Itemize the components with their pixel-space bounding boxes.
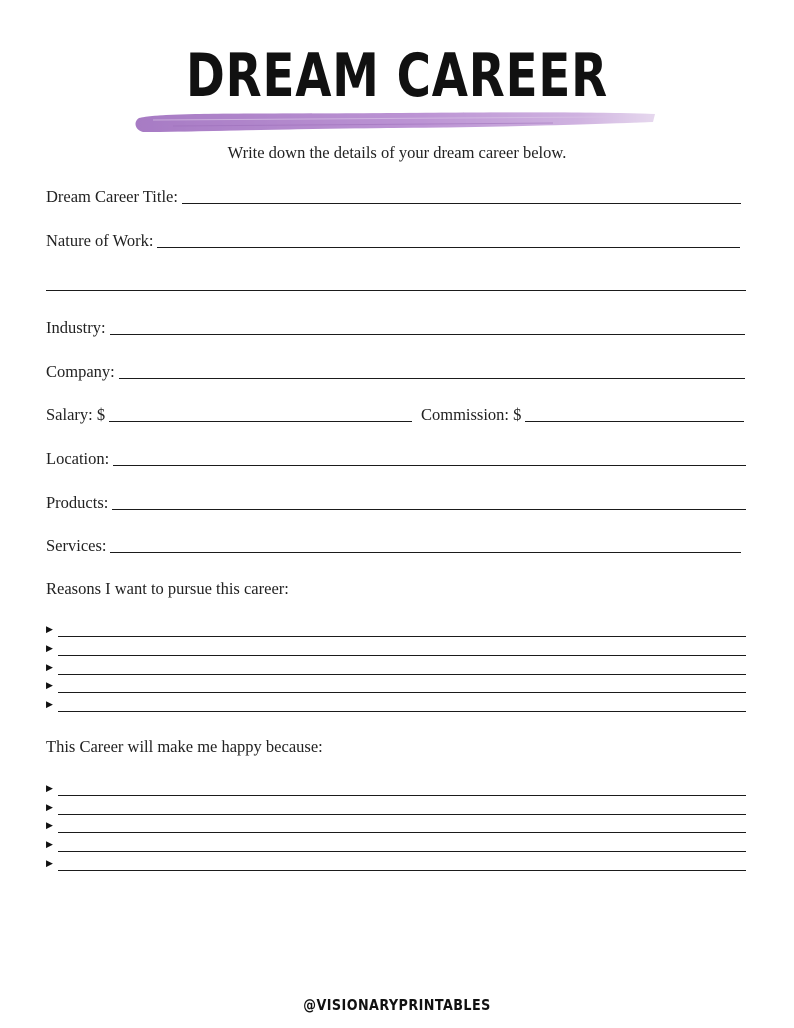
dream-career-title-row [46, 183, 741, 207]
services-field[interactable] [110, 534, 741, 553]
happy-line-4 [46, 838, 746, 852]
reasons-field-1[interactable] [58, 626, 746, 637]
triangle-right-icon: ▶ [46, 784, 53, 794]
dream-career-title-field[interactable] [182, 185, 741, 204]
reasons-line-3 [46, 661, 746, 675]
location-field[interactable] [113, 447, 746, 466]
dream-career-title-label: Dream Career Title: [46, 187, 178, 206]
company-row [46, 358, 745, 382]
happy-heading: This Career will make me happy because: [46, 737, 323, 756]
services-label: Services: [46, 536, 107, 555]
triangle-right-icon: ▶ [46, 821, 53, 831]
reasons-field-4[interactable] [58, 682, 746, 693]
nature-of-work-line-2[interactable] [46, 290, 746, 291]
reasons-line-2 [46, 642, 746, 656]
industry-row [46, 314, 745, 338]
reasons-field-3[interactable] [58, 664, 746, 675]
page-title: DREAM CAREER [186, 41, 608, 111]
triangle-right-icon: ▶ [46, 663, 53, 673]
salary-row [46, 401, 412, 425]
happy-field-2[interactable] [58, 804, 746, 815]
happy-line-2 [46, 801, 746, 815]
happy-field-1[interactable] [58, 785, 746, 796]
brush-stroke-decoration [133, 108, 659, 136]
happy-line-5 [46, 857, 746, 871]
reasons-line-4 [46, 679, 746, 693]
triangle-right-icon: ▶ [46, 625, 53, 635]
company-label: Company: [46, 362, 115, 381]
triangle-right-icon: ▶ [46, 859, 53, 869]
salary-field[interactable] [109, 403, 412, 422]
commission-row [421, 401, 744, 425]
products-label: Products: [46, 493, 109, 512]
page-subtitle: Write down the details of your dream career below. [227, 143, 567, 162]
footer-handle: @VISIONARYPRINTABLES [303, 996, 491, 1014]
reasons-line-1 [46, 623, 746, 637]
location-row [46, 445, 746, 469]
reasons-field-5[interactable] [58, 701, 746, 712]
triangle-right-icon: ▶ [46, 840, 53, 850]
reasons-field-2[interactable] [58, 645, 746, 656]
company-field[interactable] [119, 360, 745, 379]
commission-field[interactable] [525, 403, 744, 422]
nature-of-work-label: Nature of Work: [46, 231, 154, 250]
triangle-right-icon: ▶ [46, 803, 53, 813]
happy-line-3 [46, 819, 746, 833]
triangle-right-icon: ▶ [46, 700, 53, 710]
happy-field-4[interactable] [58, 841, 746, 852]
happy-line-1 [46, 782, 746, 796]
services-row [46, 532, 741, 556]
happy-field-3[interactable] [58, 822, 746, 833]
salary-label: Salary: $ [46, 405, 106, 424]
nature-of-work-row [46, 227, 740, 251]
location-label: Location: [46, 449, 110, 468]
happy-field-5[interactable] [58, 860, 746, 871]
nature-of-work-field[interactable] [157, 229, 740, 248]
industry-field[interactable] [110, 316, 745, 335]
products-field[interactable] [112, 491, 746, 510]
triangle-right-icon: ▶ [46, 644, 53, 654]
commission-label: Commission: $ [421, 405, 522, 424]
triangle-right-icon: ▶ [46, 681, 53, 691]
industry-label: Industry: [46, 318, 106, 337]
products-row [46, 489, 746, 513]
reasons-line-5 [46, 698, 746, 712]
reasons-heading: Reasons I want to pursue this career: [46, 579, 289, 598]
